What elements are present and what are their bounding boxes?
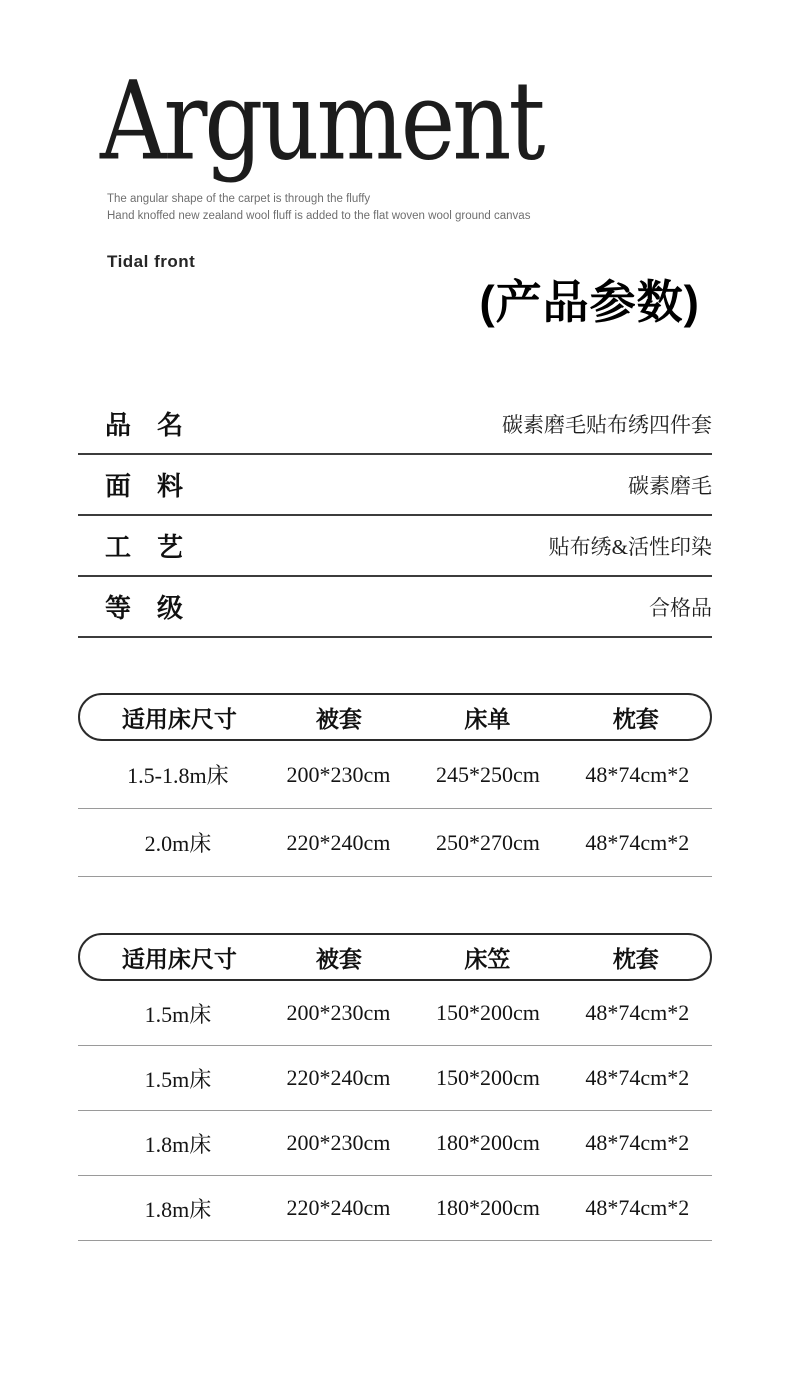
- cell-duvet-cover: 220*240cm: [286, 1065, 391, 1090]
- cell-bed-size: 1.5m床: [144, 1001, 212, 1027]
- spec-row-grade: [78, 577, 712, 638]
- cell-pillowcase: 48*74cm*2: [585, 1195, 690, 1220]
- table-row: [78, 809, 712, 877]
- series-label: Tidal front: [107, 252, 196, 271]
- cell-duvet-cover: 200*230cm: [286, 761, 391, 787]
- cell-flat-sheet: 250*270cm: [435, 829, 540, 855]
- brand-tagline: [107, 191, 530, 225]
- cell-fitted-sheet: 180*200cm: [435, 1195, 540, 1220]
- spec-value: 贴布绣&活性印染: [548, 534, 712, 559]
- spec-value: 合格品: [649, 595, 712, 620]
- cell-duvet-cover: 220*240cm: [286, 829, 391, 855]
- tagline-line-2: Hand knoffed new zealand wool fluff is added to the flat woven wool ground canvas: [107, 210, 531, 222]
- cell-fitted-sheet: 150*200cm: [435, 1065, 540, 1090]
- cell-bed-size: 1.8m床: [144, 1131, 212, 1157]
- column-header-fitted-sheet: 床笠: [464, 946, 511, 972]
- column-header-bed-size: 适用床尺寸: [121, 946, 237, 972]
- table-row: [78, 1046, 712, 1111]
- section-heading: (产品参数): [479, 276, 700, 328]
- cell-duvet-cover: 200*230cm: [286, 1130, 391, 1155]
- column-header-duvet-cover: 被套: [315, 706, 362, 732]
- cell-flat-sheet: 245*250cm: [435, 761, 540, 787]
- spec-label: 等 级: [105, 594, 184, 623]
- size-table-header: [78, 933, 712, 981]
- cell-bed-size: 1.8m床: [144, 1196, 212, 1222]
- spec-value: 碳素磨毛: [628, 473, 712, 498]
- table-row: [78, 741, 712, 809]
- spec-list: [78, 394, 712, 638]
- column-header-duvet-cover: 被套: [315, 946, 362, 972]
- column-header-pillowcase: 枕套: [612, 706, 659, 732]
- cell-pillowcase: 48*74cm*2: [585, 761, 690, 787]
- cell-fitted-sheet: 180*200cm: [435, 1130, 540, 1155]
- table-row: [78, 981, 712, 1046]
- spec-label: 面 料: [105, 472, 184, 501]
- tagline-line-1: The angular shape of the carpet is through the fluffy: [107, 193, 371, 205]
- cell-pillowcase: 48*74cm*2: [585, 1065, 690, 1090]
- spec-row-craft: [78, 516, 712, 577]
- spec-label: 品 名: [105, 411, 184, 440]
- spec-row-name: [78, 394, 712, 455]
- cell-duvet-cover: 220*240cm: [286, 1195, 391, 1220]
- size-table-sheet: [78, 693, 712, 877]
- column-header-flat-sheet: 床单: [464, 706, 511, 732]
- size-table-fitted: [78, 933, 712, 1241]
- cell-pillowcase: 48*74cm*2: [585, 829, 690, 855]
- spec-value: 碳素磨毛贴布绣四件套: [502, 412, 712, 437]
- cell-bed-size: 2.0m床: [144, 831, 212, 856]
- cell-pillowcase: 48*74cm*2: [585, 1130, 690, 1155]
- column-header-bed-size: 适用床尺寸: [121, 706, 237, 732]
- size-table-header: [78, 693, 712, 741]
- spec-row-fabric: [78, 455, 712, 516]
- cell-duvet-cover: 200*230cm: [286, 1000, 391, 1025]
- cell-bed-size: 1.5-1.8m床: [127, 763, 229, 788]
- cell-pillowcase: 48*74cm*2: [585, 1000, 690, 1025]
- cell-bed-size: 1.5m床: [144, 1066, 212, 1092]
- spec-label: 工 艺: [105, 533, 184, 562]
- column-header-pillowcase: 枕套: [612, 946, 659, 972]
- table-row: [78, 1176, 712, 1241]
- cell-fitted-sheet: 150*200cm: [435, 1000, 540, 1025]
- table-row: [78, 1111, 712, 1176]
- brand-logo: Argument: [100, 58, 543, 185]
